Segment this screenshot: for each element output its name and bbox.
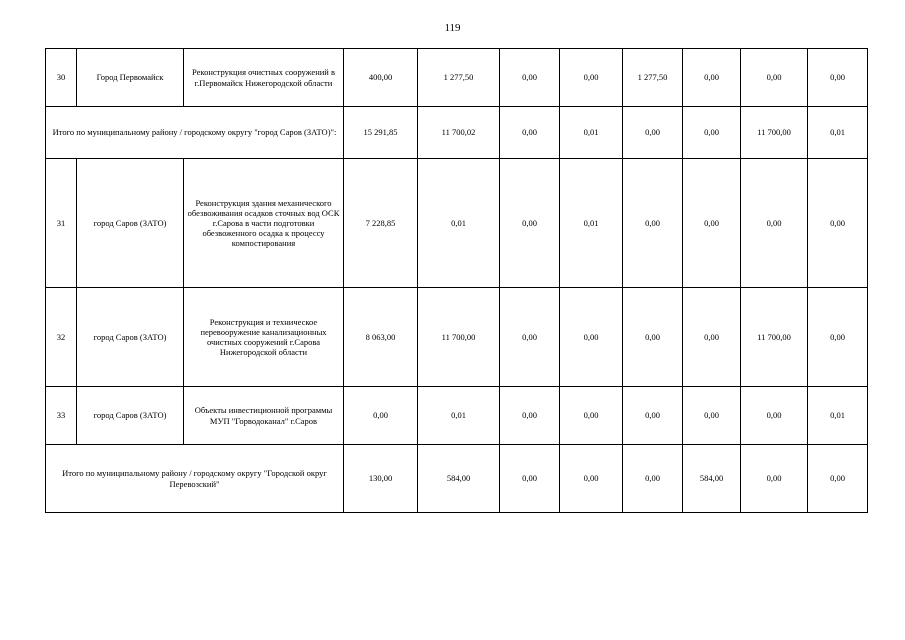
page-number: 119 (444, 22, 461, 34)
value-cell: 0,01 (560, 159, 623, 288)
value-cell: 0,00 (741, 49, 808, 107)
municipality-cell: город Саров (ЗАТО) (77, 387, 184, 445)
table-row (46, 49, 868, 107)
value-cell: 0,00 (623, 107, 683, 159)
value-cell: 0,00 (741, 445, 808, 513)
value-cell: 11 700,02 (418, 107, 500, 159)
value-cell: 0,00 (623, 159, 683, 288)
value-cell: 0,00 (560, 387, 623, 445)
value-cell: 11 700,00 (741, 107, 808, 159)
value-cell: 0,00 (683, 387, 741, 445)
value-cell: 0,00 (560, 445, 623, 513)
value-cell: 1 277,50 (418, 49, 500, 107)
value-cell: 0,00 (683, 49, 741, 107)
total-label: Итого по муниципальному району / городскому округу "Городской округ Перевозский" (46, 445, 344, 513)
value-cell: 8 063,00 (344, 288, 418, 387)
value-cell: 15 291,85 (344, 107, 418, 159)
value-cell: 0,00 (500, 107, 560, 159)
value-cell: 0,01 (418, 159, 500, 288)
value-cell: 0,01 (808, 387, 868, 445)
value-cell: 0,00 (808, 49, 868, 107)
project-description-cell: Реконструкция здания механического обезвоживания осадков сточных вод ОСК г.Сарова в части подготовки обезвоженного осадка к процессу компостирования (184, 159, 344, 288)
value-cell: 11 700,00 (418, 288, 500, 387)
value-cell: 0,00 (560, 49, 623, 107)
value-cell: 0,00 (623, 387, 683, 445)
value-cell: 0,01 (808, 107, 868, 159)
value-cell: 0,00 (683, 159, 741, 288)
value-cell: 0,00 (808, 445, 868, 513)
municipality-cell: город Саров (ЗАТО) (77, 159, 184, 288)
row-number: 30 (46, 49, 77, 107)
total-row (46, 107, 868, 159)
value-cell: 0,00 (741, 387, 808, 445)
value-cell: 0,00 (683, 107, 741, 159)
row-number: 33 (46, 387, 77, 445)
value-cell: 0,01 (560, 107, 623, 159)
row-number: 32 (46, 288, 77, 387)
value-cell: 11 700,00 (741, 288, 808, 387)
project-description-cell: Реконструкция очистных сооружений в г.Первомайск Нижегородской области (184, 49, 344, 107)
municipality-cell: город Саров (ЗАТО) (77, 288, 184, 387)
project-description-cell: Реконструкция и техническое перевооружение канализационных очистных сооружений г.Сарова Нижегородской области (184, 288, 344, 387)
table-row (46, 387, 868, 445)
value-cell: 0,00 (500, 288, 560, 387)
value-cell: 400,00 (344, 49, 418, 107)
value-cell: 0,00 (741, 159, 808, 288)
value-cell: 1 277,50 (623, 49, 683, 107)
value-cell: 0,00 (500, 387, 560, 445)
value-cell: 0,00 (683, 288, 741, 387)
value-cell: 0,00 (623, 288, 683, 387)
value-cell: 0,00 (500, 159, 560, 288)
value-cell: 130,00 (344, 445, 418, 513)
project-description-cell: Объекты инвестиционной программы МУП "Горводоканал" г.Саров (184, 387, 344, 445)
value-cell: 0,00 (344, 387, 418, 445)
table-row (46, 288, 868, 387)
total-row (46, 445, 868, 513)
investment-table (45, 48, 868, 513)
table-row (46, 159, 868, 288)
value-cell: 0,00 (623, 445, 683, 513)
value-cell: 0,00 (500, 445, 560, 513)
value-cell: 584,00 (418, 445, 500, 513)
value-cell: 7 228,85 (344, 159, 418, 288)
value-cell: 0,00 (500, 49, 560, 107)
value-cell: 584,00 (683, 445, 741, 513)
municipality-cell: Город Первомайск (77, 49, 184, 107)
value-cell: 0,00 (808, 288, 868, 387)
value-cell: 0,00 (808, 159, 868, 288)
value-cell: 0,00 (560, 288, 623, 387)
total-label: Итого по муниципальному району / городскому округу "город Саров (ЗАТО)": (46, 107, 344, 159)
row-number: 31 (46, 159, 77, 288)
value-cell: 0,01 (418, 387, 500, 445)
